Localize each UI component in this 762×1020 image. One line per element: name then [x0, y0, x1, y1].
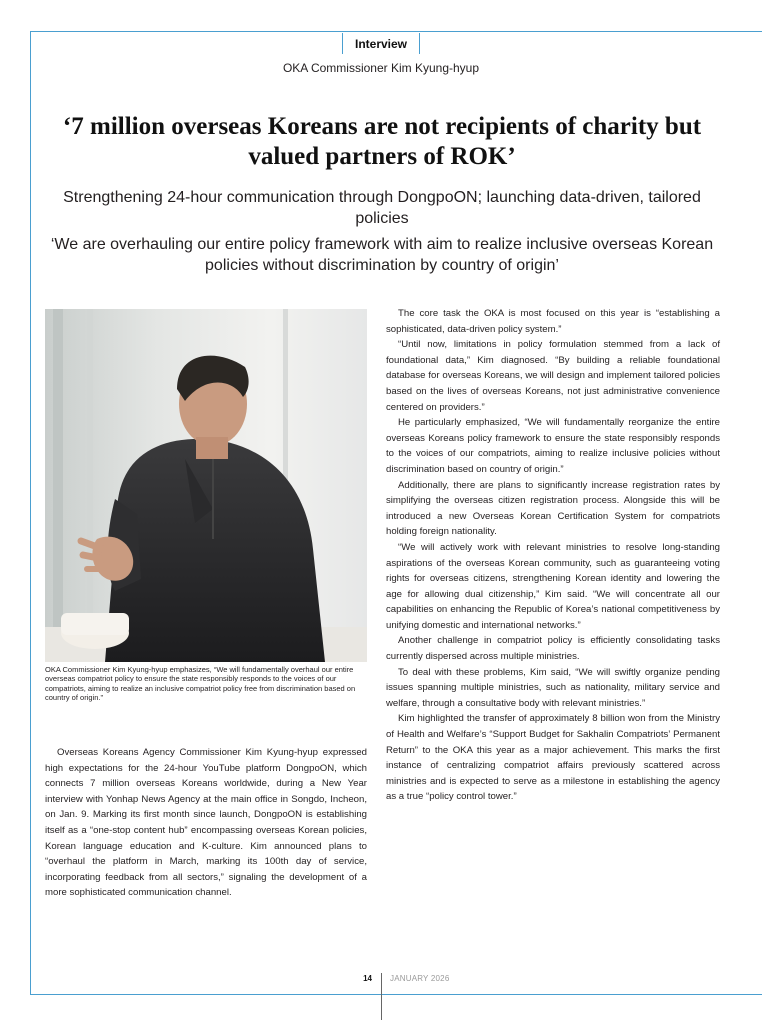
subheadline-1: Strengthening 24-hour communication through DongpoON; launching data-driven, tailored policies — [63, 189, 701, 227]
paragraph: “We will actively work with relevant ministries to resolve long-standing aspirations of the overseas Korean community, such as guaranteeing voting rights for overseas citizens, strengthening Korean identity and lowering the age for allowing dual citizenship,” Kim said. “We will concentrate all our capabilities on enhancing the Republic of Korea’s national competitiveness by unifying domestic and international networks.” — [386, 541, 720, 631]
page-frame-left-rule — [30, 31, 31, 994]
footer-divider — [381, 973, 382, 1020]
page-frame-top-rule — [30, 31, 762, 32]
paragraph: To deal with these problems, Kim said, “We will swiftly organize pending issues spanning multiple ministries, such as nationality, military service and welfare, through a consultative body with relevant ministries.” — [386, 666, 720, 709]
headline: ‘7 million overseas Koreans are not recipients of charity but valued partners of ROK’ — [62, 113, 702, 170]
article-column-left — [45, 745, 367, 901]
page-footer — [0, 973, 762, 997]
paragraph: Overseas Koreans Agency Commissioner Kim Kyung-hyup expressed high expectations for the 24-hour YouTube platform DongpoON, which connects 7 million overseas Koreans worldwide, during a New Year interview with Yonhap News Agency at the main office in Songdo, Incheon, on Jan. 9. Marking its first month since launch, DongpoON is establishing itself as a “one-stop content hub” encompassing overseas Korean policies, Korean language education and K-culture. Kim announced plans to “overhaul the platform in March, marking its 100th day of service, incorporating feedback from all sectors,” signaling the development of a more sophisticated communication channel. — [45, 747, 367, 899]
paragraph: Additionally, there are plans to significantly increase registration rates by simplifying the overseas citizen registration process. Alongside this will be introduced a new Overseas Korean Certification System for compatriots holding foreign nationality. — [386, 479, 720, 538]
photo-caption: OKA Commissioner Kim Kyung-hyup emphasizes, “We will fundamentally overhaul our entire overseas compatriot policy to ensure the state responsibly responds to the voices of our compatriots, aiming to realize an inclusive compatriot policy free from discrimination based on country of origin.” — [45, 665, 356, 702]
article-column-right — [386, 306, 720, 805]
interview-subject: OKA Commissioner Kim Kyung-hyup — [282, 61, 480, 75]
paragraph: Another challenge in compatriot policy is efficiently consolidating tasks currently dispersed across multiple ministries. — [386, 635, 720, 663]
section-label: Interview — [342, 33, 420, 54]
paragraph: The core task the OKA is most focused on this year is “establishing a sophisticated, data-driven policy system.” — [386, 308, 720, 335]
paragraph: Kim highlighted the transfer of approximately 8 billion won from the Ministry of Health and Welfare’s “Support Budget for Sakhalin Compatriots’ Permanent Return” to the OKA this year as a major achievement. This marks the first instance of centralizing compatriot affairs previously scattered across ministries and is expected to serve as a milestone in establishing the agency as a true “policy control tower.” — [386, 713, 720, 803]
subheadline-2: ‘We are overhauling our entire policy framework with aim to realize inclusive overseas Korean policies without discrimination by country of origin’ — [50, 236, 714, 274]
paragraph: He particularly emphasized, “We will fundamentally reorganize the entire overseas Koreans policy framework to ensure the state responsibly responds to the voices of our compatriots, aiming to realize inclusive policies without discrimination based on country of origin.” — [386, 417, 720, 475]
issue-date: JANUARY 2026 — [390, 974, 450, 983]
page-number: 14 — [363, 974, 372, 983]
section-kicker-row — [0, 33, 762, 54]
commissioner-photo — [45, 309, 367, 662]
paragraph: “Until now, limitations in policy formulation stemmed from a lack of foundational data,” Kim diagnosed. “By building a reliable foundational database for overseas Koreans, we will design and implement tailored policies based on the lives of overseas Koreans, not just administrative convenience centered on providers.” — [386, 339, 720, 413]
commissioner-photo-illustration — [45, 309, 367, 662]
